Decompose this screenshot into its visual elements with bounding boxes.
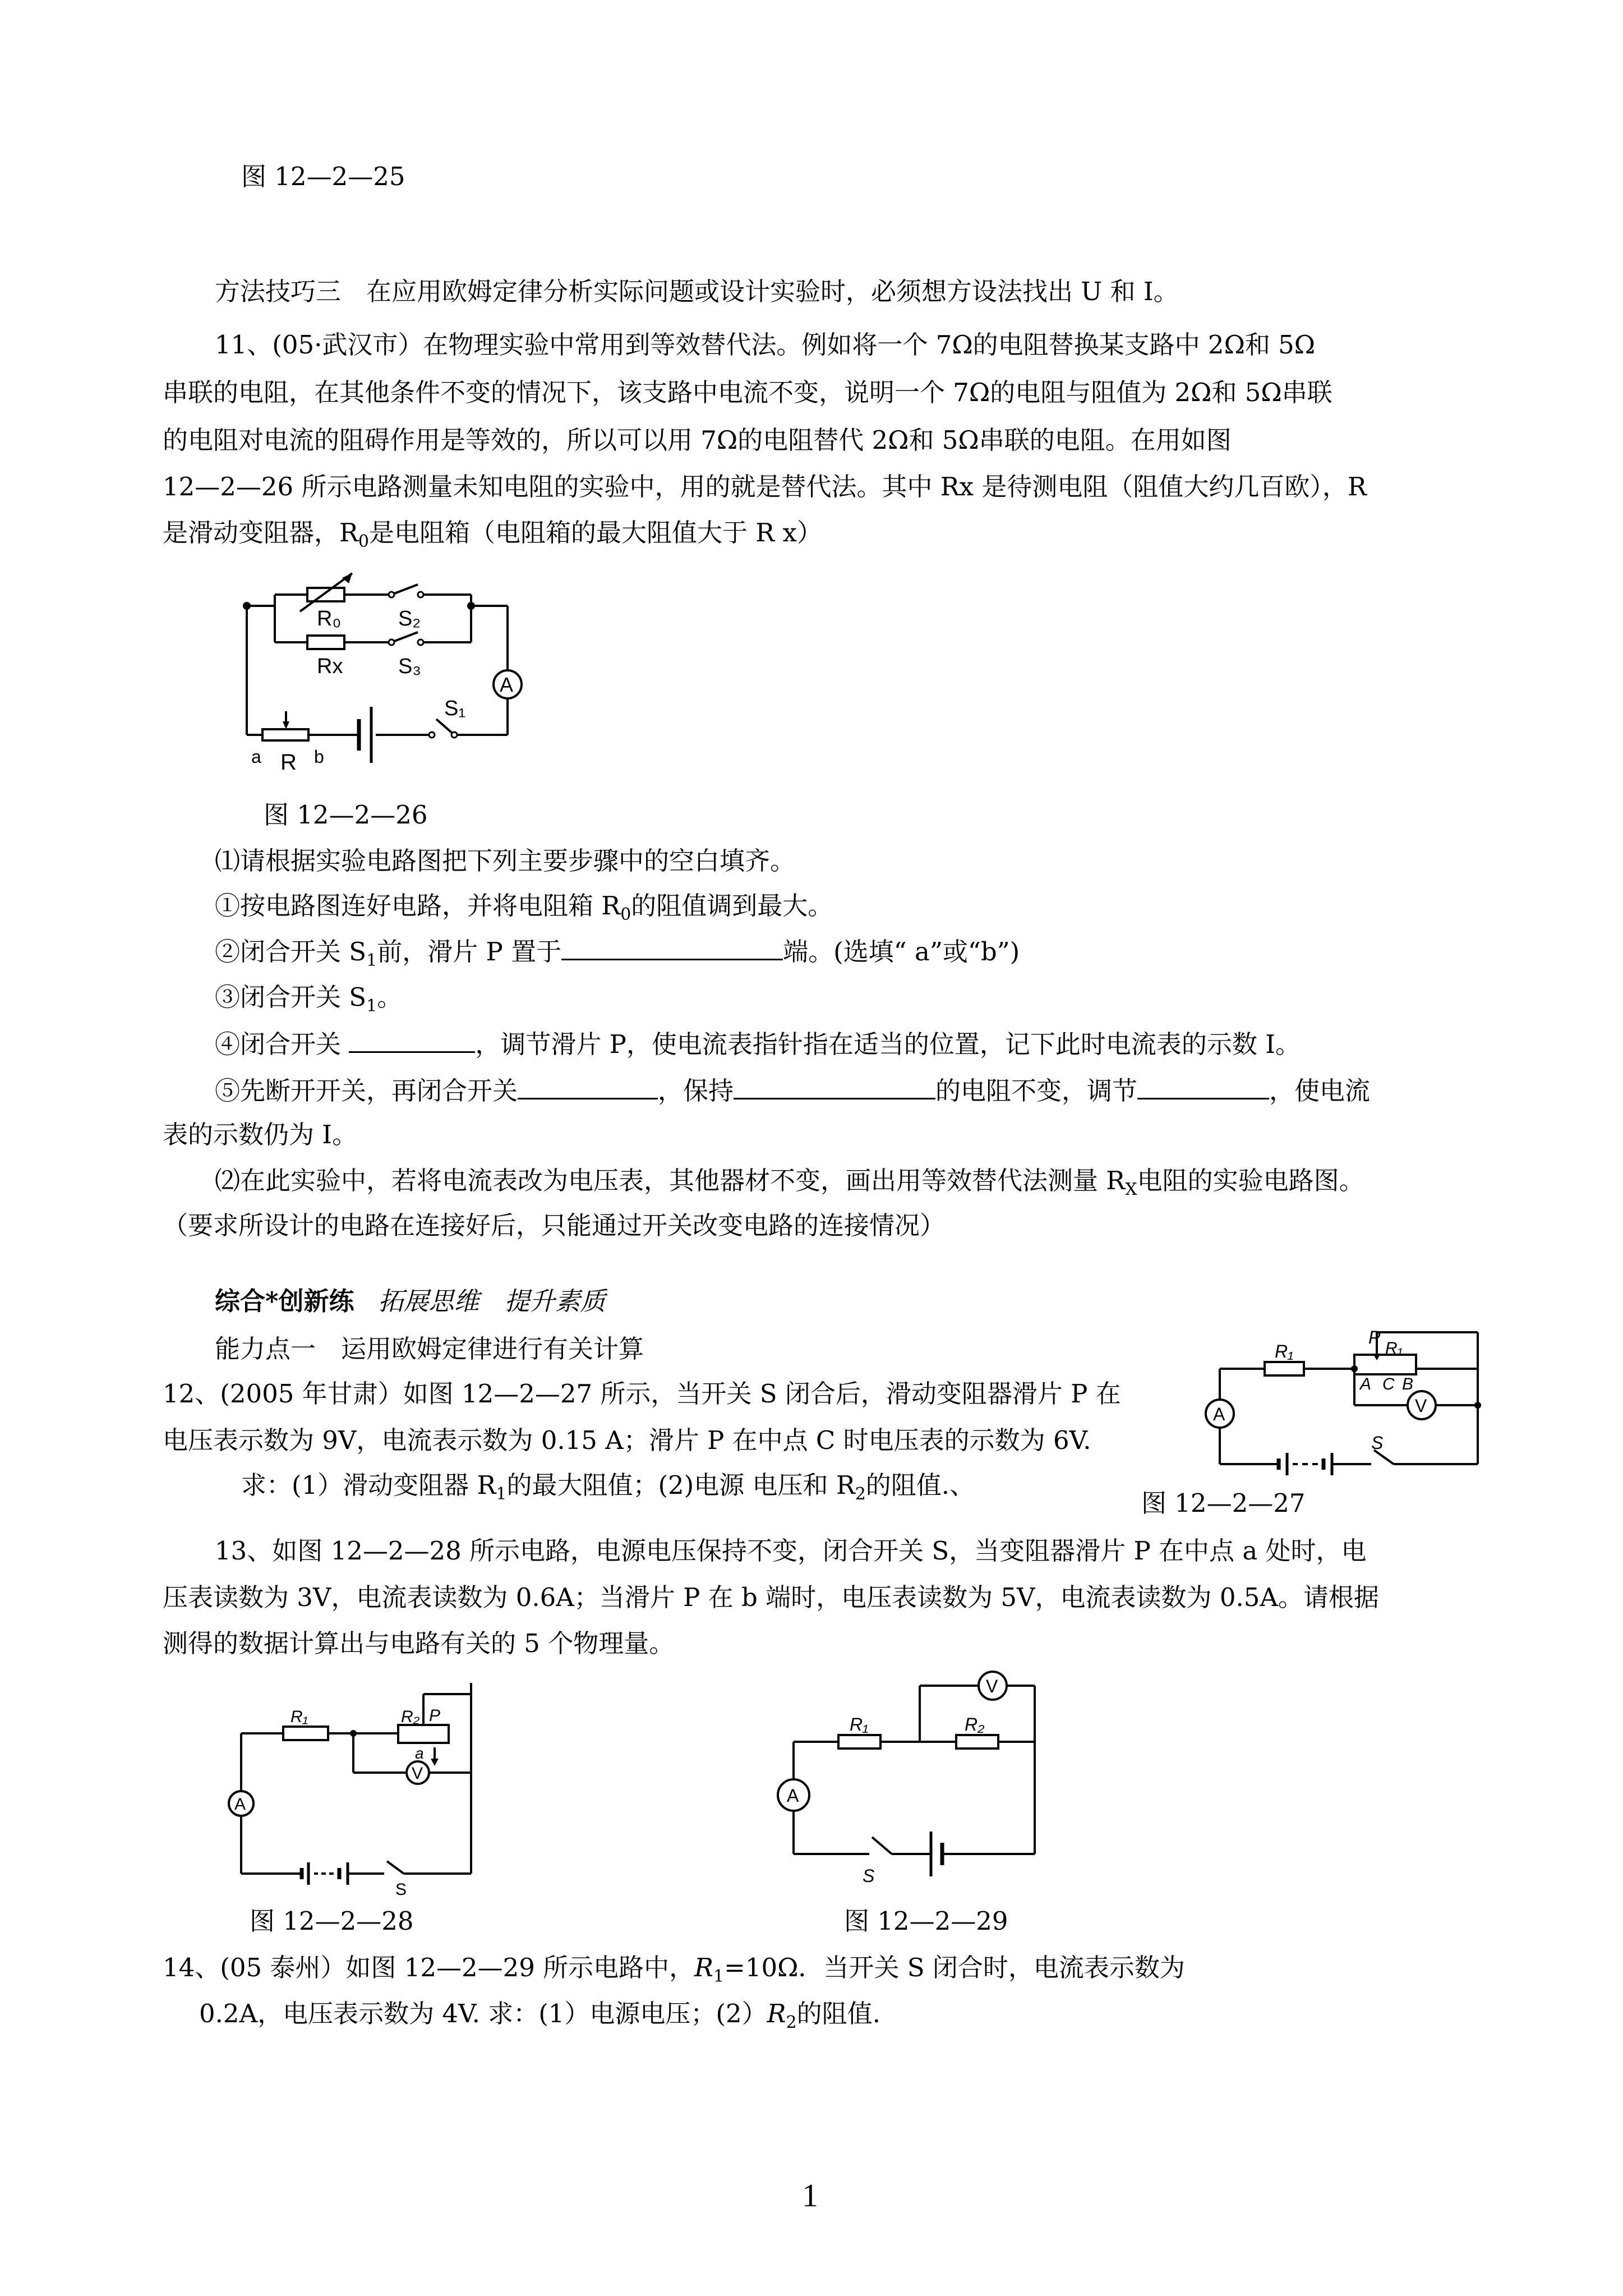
label-point-c: C xyxy=(1382,1375,1395,1393)
label-point-b: B xyxy=(1402,1375,1414,1393)
page-number: 1 xyxy=(802,2177,818,2214)
q12-line-2: 电压表示数为 9V，电流表示数为 0.15 A；滑片 P 在中点 C 时电压表的示数为 6V. xyxy=(163,1425,1091,1455)
answer-blank-step5-keep[interactable] xyxy=(734,1073,935,1099)
ammeter-label: A xyxy=(500,673,514,696)
label-r1: R₁ xyxy=(1275,1341,1294,1361)
label-r2: R₂ xyxy=(965,1714,985,1734)
label-p: P xyxy=(429,1706,441,1725)
voltmeter-label: V xyxy=(986,1676,998,1696)
label-r: R xyxy=(280,750,297,775)
answer-blank-step5-adjust[interactable] xyxy=(1137,1073,1269,1099)
ammeter-label: A xyxy=(787,1786,799,1806)
q11-step-3: ③闭合开关 $S_1$。 xyxy=(215,982,403,1016)
q11-step-5-cont: 表的示数仍为 I。 xyxy=(163,1120,358,1149)
q11-step-5: ⑤先断开开关，再闭合开关 ，保持 的电阻不变，调节 ，使电流 xyxy=(215,1073,1370,1108)
ammeter-label: A xyxy=(234,1795,246,1814)
answer-blank-step5-switch[interactable] xyxy=(518,1073,658,1099)
method-tip-3: 方法技巧三 在应用欧姆定律分析实际问题或设计实验时，必须想方设法找出 U 和 I。 xyxy=(215,277,1179,306)
q11-part-2: ⑵在此实验中，若将电流表改为电压表，其他器材不变，画出用等效替代法测量 $R_X$电阻的实验电路图。 xyxy=(215,1166,1364,1199)
q11-line-2: 串联的电阻，在其他条件不变的情况下，该支路中电流不变，说明一个 7Ω的电阻与阻值为 2Ω和 5Ω串联 xyxy=(163,378,1332,407)
q14-line-1: 14、(05 泰州）如图 12—2—29 所示电路中，$R_1=10\Omega$．当开关 S 闭合时，电流表示数为 xyxy=(163,1953,1185,1986)
circuit-diagram-12-2-29 xyxy=(763,1663,1066,1899)
q11-line-3: 的电阻对电流的阻碍作用是等效的，所以可以用 7Ω的电阻替代 2Ω和 5Ω串联的电阻。在用如图 xyxy=(163,425,1232,455)
q11-step-4: ④闭合开关 ，调节滑片 P，使电流表指针指在适当的位置，记下此时电流表的示数 I。 xyxy=(215,1027,1301,1061)
figure-caption-26: 图 12—2—26 xyxy=(264,800,428,830)
q13-line-1: 13、如图 12—2—28 所示电路，电源电压保持不变，闭合开关 S，当变阻器滑片 P 在中点 a 处时，电 xyxy=(215,1536,1367,1566)
q13-line-2: 压表读数为 3V，电流表读数为 0.6A；当滑片 P 在 b 端时，电压表读数为 5V，电流表读数为 0.5A。请根据 xyxy=(163,1582,1379,1612)
label-b: b xyxy=(314,747,324,767)
label-r2: R₂ xyxy=(401,1708,420,1726)
label-s: S xyxy=(395,1880,407,1899)
label-s: S xyxy=(1371,1433,1384,1453)
label-point-a: A xyxy=(1360,1375,1372,1393)
circuit-diagram-12-2-27 xyxy=(1203,1321,1495,1489)
label-r1-right: R₁ xyxy=(1385,1339,1403,1358)
label-r1: R₁ xyxy=(291,1708,308,1726)
q11-part-2-note: （要求所设计的电路在连接好后，只能通过开关改变电路的连接情况） xyxy=(163,1211,946,1240)
q11-line-5: 是滑动变阻器，$R_0$是电阻箱（电阻箱的最大阻值大于 R x） xyxy=(163,518,822,551)
answer-blank-step4[interactable] xyxy=(349,1027,475,1053)
answer-blank-step2[interactable] xyxy=(561,934,783,960)
label-p: P xyxy=(1368,1327,1381,1347)
label-s3: S₃ xyxy=(398,655,421,678)
figure-caption-27: 图 12—2—27 xyxy=(1141,1488,1306,1518)
figure-caption-28: 图 12—2—28 xyxy=(250,1906,414,1936)
q14-line-2: 0.2A，电压表示数为 4V. 求：(1）电源电压；$(2)R_2$的阻值. xyxy=(199,1999,880,2032)
q11-part-1: ⑴请根据实验电路图把下列主要步骤中的空白填齐。 xyxy=(215,846,796,876)
voltmeter-label: V xyxy=(1415,1396,1427,1416)
circuit-diagram-12-2-26 xyxy=(224,572,538,785)
ammeter-label: A xyxy=(1213,1404,1225,1424)
q11-line-4: 12—2—26 所示电路测量未知电阻的实验中，用的就是替代法。其中 Rx 是待测电阻（阻值大约几百欧），R xyxy=(163,472,1367,501)
q12-line-3: 求：(1）滑动变阻器 $R_1$的最大阻值；(2)电源 电压和 $R_2$的阻值.、 xyxy=(241,1470,975,1504)
figure-caption-29: 图 12—2—29 xyxy=(844,1906,1008,1936)
circuit-diagram-12-2-28 xyxy=(224,1672,494,1899)
figure-caption-25: 图 12—2—25 xyxy=(241,162,405,191)
label-r1: R₁ xyxy=(850,1714,869,1734)
ability-point-1: 能力点一 运用欧姆定律进行有关计算 xyxy=(215,1334,644,1364)
label-rx: Rx xyxy=(317,655,343,678)
voltmeter-label: V xyxy=(412,1764,423,1783)
label-s1: S₁ xyxy=(444,697,466,720)
label-a: a xyxy=(415,1745,424,1762)
q13-line-3: 测得的数据计算出与电路有关的 5 个物理量。 xyxy=(163,1628,675,1658)
q11-line-1: 11、(05·武汉市）在物理实验中常用到等效替代法。例如将一个 7Ω的电阻替换某支路中 2Ω和 5Ω xyxy=(215,330,1316,360)
label-r0: R₀ xyxy=(317,607,342,631)
label-a: a xyxy=(251,747,261,767)
q11-step-1: ①按电路图连好电路，并将电阻箱 $R_0$的阻值调到最大。 xyxy=(215,891,833,924)
label-s2: S₂ xyxy=(398,607,421,631)
q12-line-1: 12、(2005 年甘肃）如图 12—2—27 所示，当开关 S 闭合后，滑动变阻器滑片 P 在 xyxy=(163,1379,1121,1409)
section-heading: 综合*创新练 拓展思维 提升素质 xyxy=(215,1286,606,1316)
q11-step-2: ②闭合开关 $S_1$前，滑片 P 置于 端。(选填“ a”或“b”) xyxy=(215,934,1020,978)
label-s: S xyxy=(863,1866,875,1886)
